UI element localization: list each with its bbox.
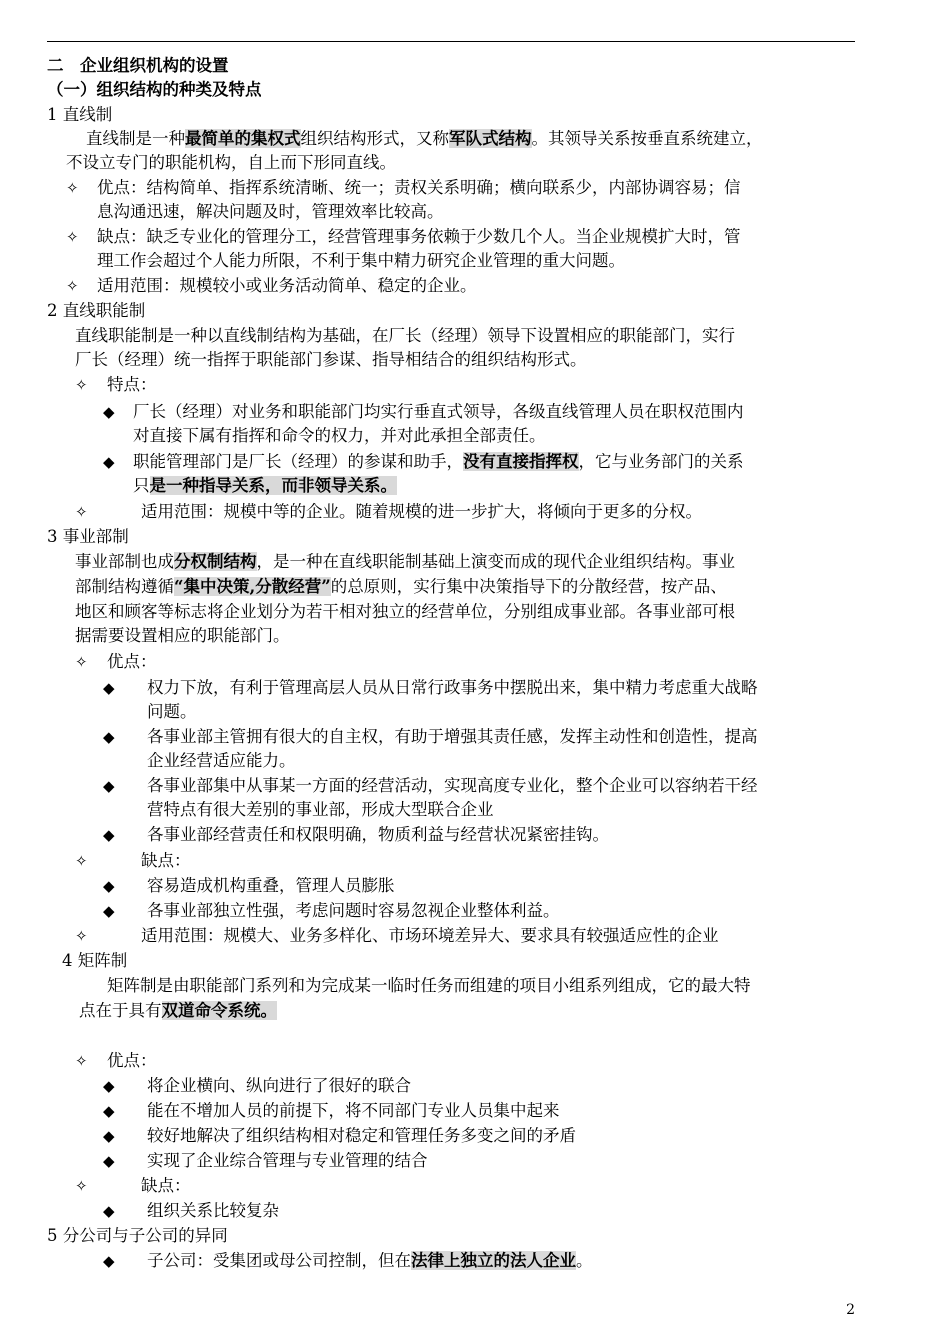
s3-advantage1-line1: 权力下放，有利于管理高层人员从日常行政事务中摆脱出来，集中精力考虑重大战略 bbox=[147, 678, 758, 697]
s3-advantage-label: 优点： bbox=[107, 652, 157, 671]
s3-disadvantage1: 容易造成机构重叠，管理人员膨胀 bbox=[147, 876, 395, 895]
s3-intro-line3: 地区和顾客等标志将企业划分为若干相对独立的经营单位，分别组成事业部。各事业部可根 bbox=[75, 602, 735, 621]
s1-disadvantage-line2: 理工作会超过个人能力所限，不利于集中精力研究企业管理的重大问题。 bbox=[97, 251, 625, 270]
s2-feature-label: 特点： bbox=[107, 375, 157, 394]
s1-scope: 适用范围：规模较小或业务活动简单、稳定的企业。 bbox=[97, 276, 477, 295]
diamond-outline-icon: ✧ bbox=[75, 376, 88, 394]
s3-intro-line2: 部制结构遵循“集中决策,分散经营”的总原则，实行集中决策指导下的分散经营，按产品、 bbox=[75, 577, 727, 596]
s2-intro-line1: 直线职能制是一种以直线制结构为基础，在厂长（经理）领导下设置相应的职能部门，实行 bbox=[75, 326, 735, 345]
s4-disadvantage-label: 缺点： bbox=[141, 1176, 191, 1195]
s3-scope: 适用范围：规模大、业务多样化、市场环境差异大、要求具有较强适应性的企业 bbox=[141, 926, 719, 945]
s3-advantage4: 各事业部经营责任和权限明确，物质利益与经营状况紧密挂钩。 bbox=[147, 825, 609, 844]
diamond-solid-icon: ◆ bbox=[103, 1252, 115, 1270]
section-2-title: 2 直线职能制 bbox=[47, 301, 146, 320]
s3-advantage3-line2: 营特点有很大差别的事业部，形成大型联合企业 bbox=[147, 800, 494, 819]
s4-advantage2: 能在不增加人员的前提下，将不同部门专业人员集中起来 bbox=[147, 1101, 560, 1120]
page-number: 2 bbox=[846, 1302, 855, 1318]
s1-disadvantage-line1: 缺点：缺乏专业化的管理分工，经营管理事务依赖于少数几个人。当企业规模扩大时，管 bbox=[97, 227, 741, 246]
diamond-solid-icon: ◆ bbox=[103, 1102, 115, 1120]
s2-feature2-line1: 职能管理部门是厂长（经理）的参谋和助手，没有直接指挥权，它与业务部门的关系 bbox=[133, 452, 744, 471]
s3-disadvantage-label: 缺点： bbox=[141, 851, 191, 870]
diamond-solid-icon: ◆ bbox=[103, 1152, 115, 1170]
s4-intro-line1: 矩阵制是由职能部门系列和为完成某一临时任务而组建的项目小组系列组成，它的最大特 bbox=[107, 976, 751, 995]
s2-feature2-line2: 只是一种指导关系，而非领导关系。 bbox=[133, 476, 397, 495]
diamond-solid-icon: ◆ bbox=[103, 453, 115, 471]
section-5-title: 5 分公司与子公司的异同 bbox=[47, 1226, 228, 1245]
s4-advantage-label: 优点： bbox=[107, 1051, 157, 1070]
heading-2: （一）组织结构的种类及特点 bbox=[47, 80, 262, 99]
s3-advantage3-line1: 各事业部集中从事某一方面的经营活动，实现高度专业化，整个企业可以容纳若干经 bbox=[147, 776, 758, 795]
diamond-outline-icon: ✧ bbox=[66, 179, 79, 197]
diamond-outline-icon: ✧ bbox=[75, 1052, 88, 1070]
s3-advantage2-line2: 企业经营适应能力。 bbox=[147, 751, 296, 770]
s5-subsidiary: 子公司：受集团或母公司控制，但在法律上独立的法人企业。 bbox=[147, 1251, 593, 1270]
s4-disadvantage1: 组织关系比较复杂 bbox=[147, 1201, 279, 1220]
s2-feature1-line2: 对直接下属有指挥和命令的权力，并对此承担全部责任。 bbox=[133, 426, 546, 445]
s1-intro-line1: 直线制是一种最简单的集权式组织结构形式，又称军队式结构。其领导关系按垂直系统建立， bbox=[86, 129, 763, 148]
header-rule bbox=[47, 41, 855, 42]
diamond-outline-icon: ✧ bbox=[75, 653, 88, 671]
diamond-outline-icon: ✧ bbox=[66, 277, 79, 295]
s1-advantage-line1: 优点：结构简单、指挥系统清晰、统一；责权关系明确；横向联系少，内部协调容易；信 bbox=[97, 178, 741, 197]
diamond-outline-icon: ✧ bbox=[66, 228, 79, 246]
section-1-title: 1 直线制 bbox=[47, 105, 113, 124]
diamond-solid-icon: ◆ bbox=[103, 826, 115, 844]
diamond-solid-icon: ◆ bbox=[103, 728, 115, 746]
s2-feature1-line1: 厂长（经理）对业务和职能部门均实行垂直式领导，各级直线管理人员在职权范围内 bbox=[133, 402, 744, 421]
diamond-outline-icon: ✧ bbox=[75, 852, 88, 870]
diamond-solid-icon: ◆ bbox=[103, 877, 115, 895]
s3-intro-line4: 据需要设置相应的职能部门。 bbox=[75, 626, 290, 645]
s3-advantage2-line1: 各事业部主管拥有很大的自主权，有助于增强其责任感，发挥主动性和创造性，提高 bbox=[147, 727, 758, 746]
diamond-solid-icon: ◆ bbox=[103, 777, 115, 795]
diamond-outline-icon: ✧ bbox=[75, 1177, 88, 1195]
s1-intro-line2: 不设立专门的职能机构，自上而下形同直线。 bbox=[66, 153, 396, 172]
section-4-title: 4 矩阵制 bbox=[62, 951, 128, 970]
section-3-title: 3 事业部制 bbox=[47, 527, 129, 546]
s4-intro-line2: 点在于具有双道命令系统。 bbox=[79, 1001, 277, 1020]
s4-advantage1: 将企业横向、纵向进行了很好的联合 bbox=[147, 1076, 411, 1095]
s4-advantage4: 实现了企业综合管理与专业管理的结合 bbox=[147, 1151, 428, 1170]
s3-disadvantage2: 各事业部独立性强，考虑问题时容易忽视企业整体利益。 bbox=[147, 901, 560, 920]
s1-advantage-line2: 息沟通迅速，解决问题及时，管理效率比较高。 bbox=[97, 202, 444, 221]
s3-intro-line1: 事业部制也成分权制结构，是一种在直线职能制基础上演变而成的现代企业组织结构。事业 bbox=[75, 552, 735, 571]
s4-advantage3: 较好地解决了组织结构相对稳定和管理任务多变之间的矛盾 bbox=[147, 1126, 576, 1145]
s2-scope: 适用范围：规模中等的企业。随着规模的进一步扩大，将倾向于更多的分权。 bbox=[141, 502, 702, 521]
s2-intro-line2: 厂长（经理）统一指挥于职能部门参谋、指导相结合的组织结构形式。 bbox=[75, 350, 587, 369]
diamond-solid-icon: ◆ bbox=[103, 902, 115, 920]
s3-advantage1-line2: 问题。 bbox=[147, 702, 197, 721]
diamond-solid-icon: ◆ bbox=[103, 403, 115, 421]
heading-1: 二 企业组织机构的设置 bbox=[47, 56, 229, 75]
diamond-outline-icon: ✧ bbox=[75, 927, 88, 945]
diamond-solid-icon: ◆ bbox=[103, 1127, 115, 1145]
diamond-solid-icon: ◆ bbox=[103, 1077, 115, 1095]
diamond-solid-icon: ◆ bbox=[103, 679, 115, 697]
diamond-outline-icon: ✧ bbox=[75, 503, 88, 521]
diamond-solid-icon: ◆ bbox=[103, 1202, 115, 1220]
